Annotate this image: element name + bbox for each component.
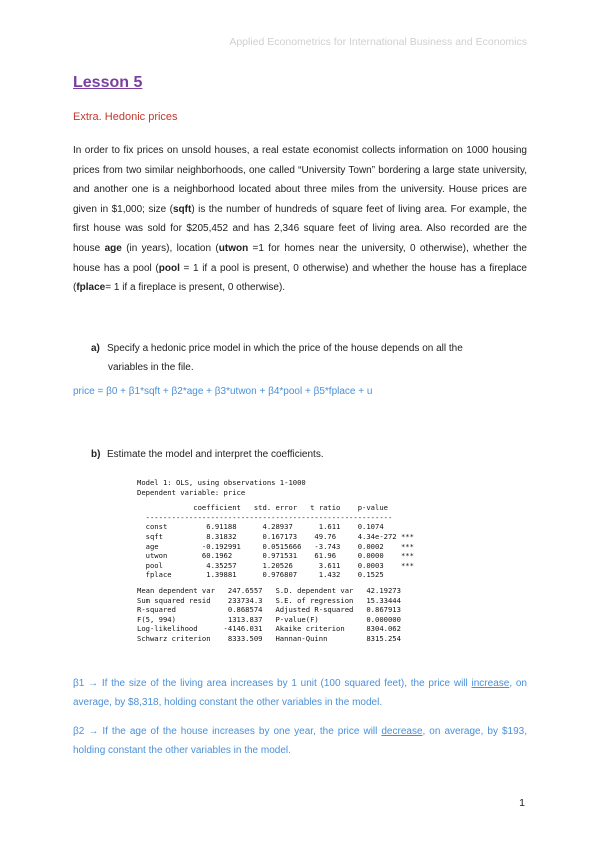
output-title: Model 1: OLS, using observations 1-1000 — [137, 478, 306, 487]
question-a — [91, 339, 527, 377]
coef-row: fplace 1.39881 0.976807 1.432 0.1525 — [137, 570, 384, 580]
output-columns: coefficient std. error t ratio p-value — [137, 503, 388, 513]
output-divider: --------------------------------------------------------- — [137, 512, 393, 522]
var-fplace: fplace — [76, 282, 106, 294]
page-number: 1 — [519, 797, 525, 809]
stats-row: R-squared 0.868574 Adjusted R-squared 0.867913 — [137, 605, 401, 615]
intro-paragraph: In order to fix prices on unsold houses, a real estate economist collects information on 1000 housing prices from two similar neighborhoods, one called “University Town” bordering a large state university, and another one is a neighborhood located about three miles from the university. House prices are given in $1,000; size (sqft) is the number of hundreds of square feet of living area. For example, the first house was sold for $205,452 and has 2,346 square feet of living area. Also recorded are the house age (in years), location (utwon =1 for homes near the university, 0 otherwise), whether the house has a pool (pool = 1 if a pool is present, 0 otherwise) and whether the house has a fireplace (fplace= 1 if a fireplace is present, 0 otherwise). — [73, 145, 527, 294]
answer-beta1-direction: increase — [471, 678, 510, 689]
coef-row: age -0.192991 0.0515666 -3.743 0.0002 *** — [137, 541, 414, 551]
model-formula: price = β0 + β1*sqft + β2*age + β3*utwon + β4*pool + β5*fplace + u — [73, 386, 373, 397]
question-b — [91, 445, 527, 464]
stats-row: F(5, 994) 1313.837 P-value(F) 0.000000 — [137, 614, 401, 624]
stats-row: Log-likelihood -4146.031 Akaike criterion 8304.062 — [137, 624, 401, 634]
var-sqft: sqft — [172, 203, 192, 215]
section-title: Extra. Hedonic prices — [73, 111, 178, 123]
coef-row: sqft 8.31832 0.167173 49.76 4.34e-272 *** — [137, 531, 414, 541]
answer-beta1: β1 → If the size of the living area increases by 1 unit (100 squared feet), the price will increase, on average, by $8,318, holding constant the other variables in the model. — [73, 678, 527, 708]
question-a-text: Specify a hedonic price model in which the price of the house depends on all the — [107, 343, 463, 354]
stats-row: Sum squared resid 233734.3 S.E. of regression 15.33444 — [137, 595, 401, 605]
regression-output — [137, 478, 467, 658]
var-pool: pool — [158, 262, 180, 274]
question-a-label: a) — [91, 343, 100, 354]
var-age: age — [104, 242, 122, 254]
coef-row: pool 4.35257 1.20526 3.611 0.0003 *** — [137, 560, 414, 570]
running-header: Applied Econometrics for International Business and Economics — [229, 36, 527, 48]
coef-row: utwon 60.1962 0.971531 61.96 0.0000 *** — [137, 551, 414, 561]
stats-row: Schwarz criterion 8333.509 Hannan-Quinn 8315.254 — [137, 633, 401, 643]
question-a-text-cont: variables in the file. — [108, 362, 194, 373]
question-b-text: Estimate the model and interpret the coefficients. — [107, 449, 324, 460]
answer-beta2-direction: decrease — [381, 726, 423, 737]
question-b-label: b) — [91, 449, 101, 460]
output-depvar: Dependent variable: price — [137, 487, 246, 497]
answer-beta2: β2 → If the age of the house increases by one year, the price will decrease, on average, by $193, holding constant the other variables in the model. — [73, 726, 527, 756]
var-utwon: utwon — [218, 242, 249, 254]
stats-row: Mean dependent var 247.6557 S.D. dependent var 42.19273 — [137, 585, 401, 595]
coef-row: const 6.91188 4.28937 1.611 0.1074 — [137, 522, 384, 532]
lesson-title: Lesson 5 — [73, 74, 143, 91]
